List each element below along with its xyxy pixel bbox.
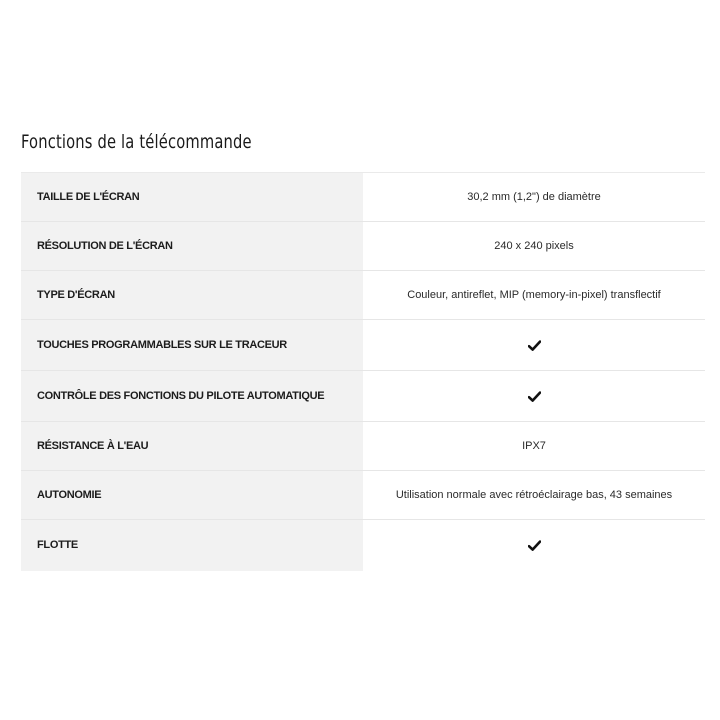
table-row <box>21 320 705 371</box>
spec-label: AUTONOMIE <box>21 471 363 520</box>
spec-value: 30,2 mm (1,2") de diamètre <box>363 173 705 222</box>
spec-value: IPX7 <box>363 422 705 471</box>
checkmark-icon <box>528 540 541 551</box>
table-row <box>21 222 705 271</box>
spec-value: Utilisation normale avec rétroéclairage bas, 43 semaines <box>363 471 705 520</box>
spec-value: 240 x 240 pixels <box>363 222 705 271</box>
checkmark-icon <box>528 391 541 402</box>
spec-label: RÉSOLUTION DE L'ÉCRAN <box>21 222 363 271</box>
spec-value <box>363 520 705 571</box>
spec-label: FLOTTE <box>21 520 363 571</box>
spec-label: CONTRÔLE DES FONCTIONS DU PILOTE AUTOMATIQUE <box>21 371 363 422</box>
section-title: Fonctions de la télécommande <box>21 131 252 153</box>
table-row <box>21 520 705 571</box>
checkmark-icon <box>528 340 541 351</box>
table-row <box>21 471 705 520</box>
table-row <box>21 173 705 222</box>
spec-label: TYPE D'ÉCRAN <box>21 271 363 320</box>
specs-table <box>21 172 705 571</box>
table-row <box>21 271 705 320</box>
spec-value <box>363 320 705 371</box>
spec-value <box>363 371 705 422</box>
spec-label: RÉSISTANCE À L'EAU <box>21 422 363 471</box>
table-row <box>21 371 705 422</box>
spec-label: TAILLE DE L'ÉCRAN <box>21 173 363 222</box>
spec-label: TOUCHES PROGRAMMABLES SUR LE TRACEUR <box>21 320 363 371</box>
table-row <box>21 422 705 471</box>
spec-value: Couleur, antireflet, MIP (memory-in-pixel) transflectif <box>363 271 705 320</box>
